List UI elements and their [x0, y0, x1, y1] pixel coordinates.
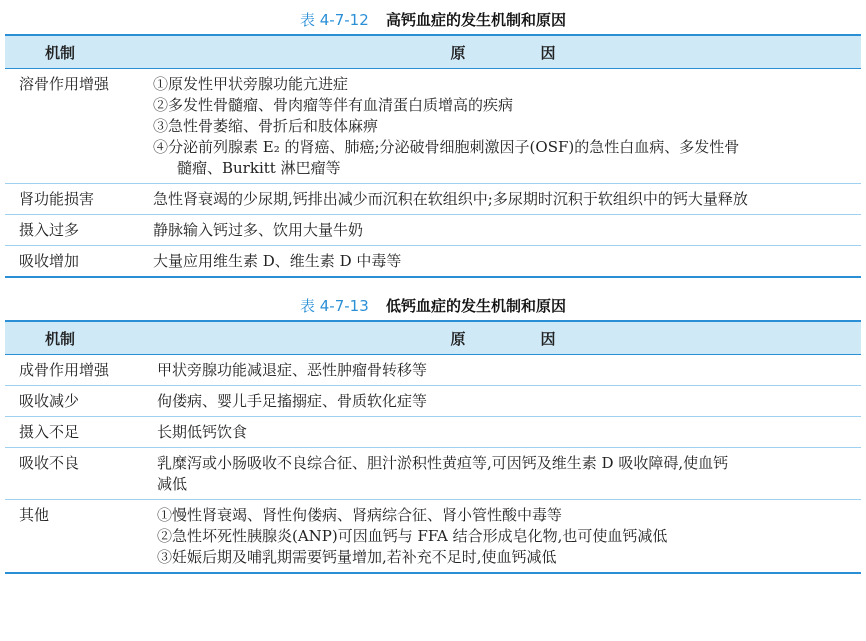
cause-line: 髓瘤、Burkitt 淋巴瘤等 — [177, 159, 341, 177]
table-row — [5, 448, 861, 500]
table2-title: 低钙血症的发生机制和原因 — [386, 297, 567, 315]
cause-line: 静脉输入钙过多、饮用大量牛奶 — [153, 221, 364, 239]
header-cause: 原 因 — [145, 35, 861, 69]
mechanism-cell: 吸收增加 — [5, 246, 145, 278]
table-row — [5, 417, 861, 448]
mechanism-cell: 肾功能损害 — [5, 184, 145, 215]
low-calcium-table — [5, 320, 861, 574]
cause-line: ①原发性甲状旁腺功能亢进症 — [153, 75, 349, 93]
table2-number: 表 4-7-13 — [299, 297, 369, 315]
cause-cell — [145, 215, 861, 246]
cause-line: ④分泌前列腺素 E₂ 的肾癌、肺癌;分泌破骨细胞刺激因子(OSF)的急性白血病、多发性骨 — [153, 138, 740, 156]
cause-cell — [145, 184, 861, 215]
cause-line: 减低 — [157, 475, 188, 493]
cause-cell — [145, 69, 861, 184]
mechanism-cell: 其他 — [5, 500, 145, 574]
cause-cell — [145, 246, 861, 278]
table1-number: 表 4-7-12 — [299, 11, 369, 29]
high-calcium-table — [5, 34, 861, 278]
mechanism-cell: 溶骨作用增强 — [5, 69, 145, 184]
table-header-row — [5, 35, 861, 69]
header-mechanism: 机制 — [5, 35, 145, 69]
table-row — [5, 386, 861, 417]
table-row — [5, 246, 861, 278]
table-header-row — [5, 321, 861, 355]
cause-line: 长期低钙饮食 — [157, 423, 248, 441]
cause-cell — [145, 417, 861, 448]
cause-line: ②多发性骨髓瘤、骨肉瘤等伴有血清蛋白质增高的疾病 — [153, 96, 514, 114]
cause-line: ①慢性肾衰竭、肾性佝偻病、肾病综合征、肾小管性酸中毒等 — [157, 506, 563, 524]
cause-cell — [145, 500, 861, 574]
cause-line: 大量应用维生素 D、维生素 D 中毒等 — [153, 252, 402, 270]
cause-line: 乳糜泻或小肠吸收不良综合征、胆汁淤积性黄疸等,可因钙及维生素 D 吸收障碍,使血钙 — [157, 454, 729, 472]
mechanism-cell: 摄入不足 — [5, 417, 145, 448]
table1-caption — [0, 6, 866, 34]
cause-cell — [145, 386, 861, 417]
table-row — [5, 184, 861, 215]
cause-line: ③妊娠后期及哺乳期需要钙量增加,若补充不足时,使血钙减低 — [157, 548, 557, 566]
table-row — [5, 355, 861, 386]
mechanism-cell: 吸收不良 — [5, 448, 145, 500]
table-row — [5, 69, 861, 184]
table-row — [5, 500, 861, 574]
mechanism-cell: 摄入过多 — [5, 215, 145, 246]
header-cause: 原 因 — [145, 321, 861, 355]
cause-line: ③急性骨萎缩、骨折后和肢体麻痹 — [153, 117, 379, 135]
mechanism-cell: 吸收减少 — [5, 386, 145, 417]
table1-title: 高钙血症的发生机制和原因 — [386, 11, 567, 29]
cause-line: 甲状旁腺功能减退症、恶性肿瘤骨转移等 — [157, 361, 428, 379]
cause-cell — [145, 355, 861, 386]
cause-cell — [145, 448, 861, 500]
table-row — [5, 215, 861, 246]
table2-caption — [0, 292, 866, 320]
cause-line: 佝偻病、婴儿手足搐搦症、骨质软化症等 — [157, 392, 428, 410]
cause-line: ②急性坏死性胰腺炎(ANP)可因血钙与 FFA 结合形成皂化物,也可使血钙减低 — [157, 527, 668, 545]
header-mechanism: 机制 — [5, 321, 145, 355]
cause-line: 急性肾衰竭的少尿期,钙排出减少而沉积在软组织中;多尿期时沉积于软组织中的钙大量释放 — [153, 190, 748, 208]
mechanism-cell: 成骨作用增强 — [5, 355, 145, 386]
